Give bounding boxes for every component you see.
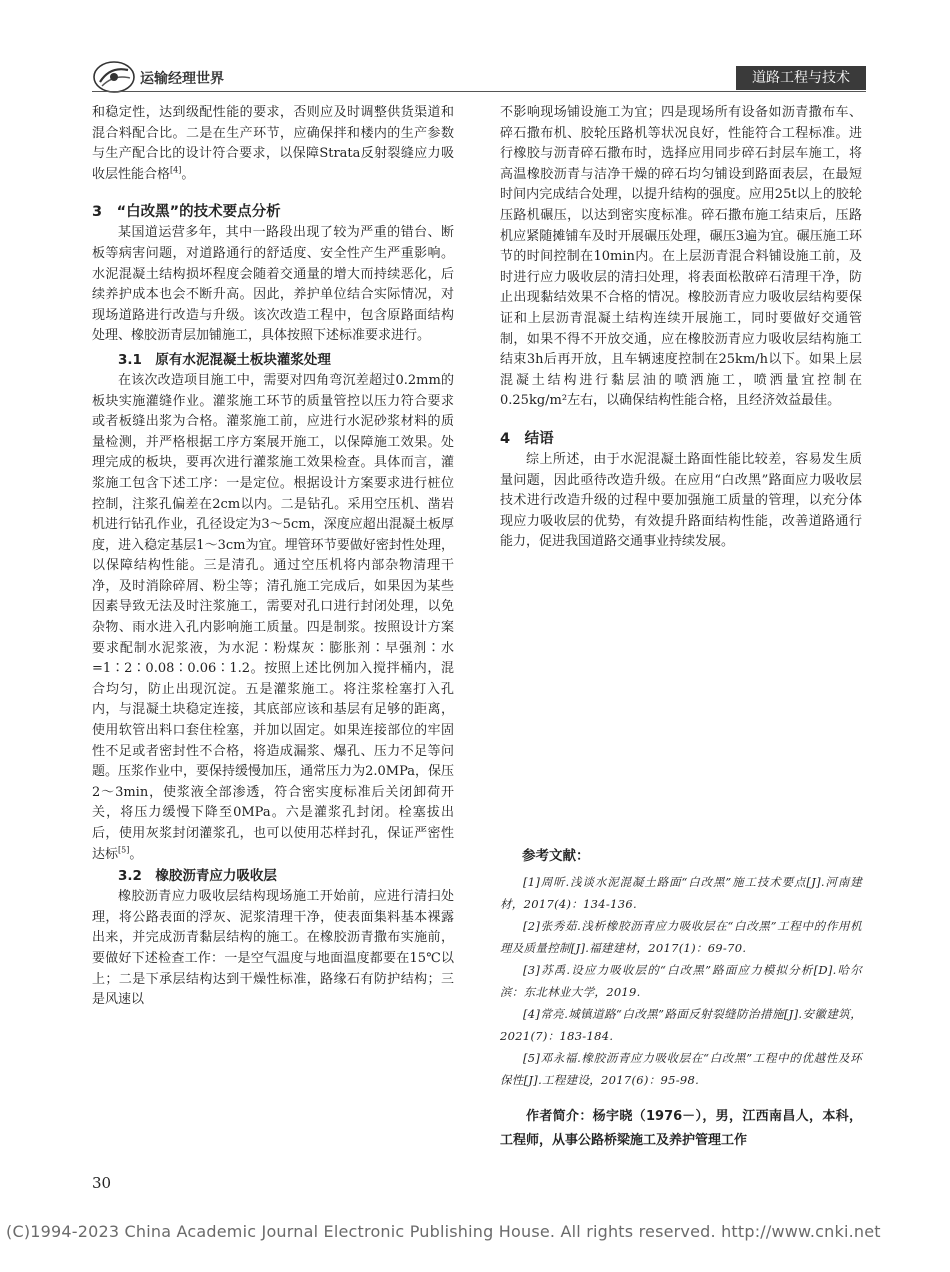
paragraph: 橡胶沥青应力吸收层结构现场施工开始前，应进行清扫处理，将公路表面的浮灰、泥浆清理干净，使表面集料基本裸露出来，并完成沥青黏层结构的施工。在橡胶沥青撒布实施前，要做好下述检查工作：一是空气温度与地面温度都要在15℃以上；二是下承层结构达到干燥性标准，路缘石有防护结构；三是风速以	[92, 889, 454, 1008]
journal-logo-icon	[92, 60, 138, 94]
paragraph: 不影响现场铺设施工为宜；四是现场所有设备如沥青撒布车、碎石撒布机、胶轮压路机等状况良好，性能符合工程标准。进行橡胶与沥青碎石撒布时，选择应用同步碎石封层车施工，将高温橡胶沥青与洁净干燥的碎石均匀铺设到路面表层，在最短时间内完成结合处理，以提升结构的强度。应用25t以上的胶轮压路机碾压，以达到密实度标准。碎石撒布施工结束后，压路机应紧随摊铺车及时开展碾压处理，碾压3遍为宜。碾压施工环节的时间控制在10min内。在上层沥青混合料铺设施工前，及时进行应力吸收层的清扫处理，将表面松散碎石清理干净，防止出现黏结效果不合格的情况。橡胶沥青应力吸收层结构要保证和上层沥青混凝土结构连续开展施工，同时要做好交通管制，如果不得不开放交通，应在橡胶沥青应力吸收层结构施工结束3h后再开放，且车辆速度控制在25km/h以下。如果上层混凝土结构进行黏层油的喷洒施工，喷洒量宜控制在0.25kg/m²左右，以确保结构性能合格，且经济效益最佳。	[500, 105, 862, 409]
references-section	[500, 845, 862, 1153]
paragraph	[92, 103, 454, 185]
reference-item: [1]周昕.浅谈水泥混凝土路面“白改黑”施工技术要点[J].河南建材，2017(4)：134-136.	[500, 875, 862, 911]
copyright-notice: (C)1994-2023 China Academic Journal Electronic Publishing House. All rights reserved. http://www.cnki.net	[6, 1222, 881, 1241]
section-heading-3-2: 3.2 橡胶沥青应力吸收层	[118, 868, 277, 885]
paragraph-end: 。	[181, 166, 195, 182]
section-heading-3: 3 “白改黑”的技术要点分析	[92, 204, 281, 221]
reference-item: [4]常亮.城镇道路“白改黑”路面反射裂缝防治措施[J].安徽建筑，2021(7)：183-184.	[500, 1007, 862, 1043]
page-header	[92, 60, 866, 94]
right-column	[500, 103, 862, 553]
citation: [5]	[118, 845, 130, 855]
header-divider	[92, 91, 866, 92]
paragraph-text: 在该次改造项目施工中，需要对四角弯沉差超过0.2mm的板块实施灌缝作业。灌浆施工环节的质量管控以压力符合要求或者板缝出浆为合格。灌浆施工前，应进行水泥砂浆材料的质量检测，并严格根据工序方案展开施工，以保障施工效果。处理完成的板块，要再次进行灌浆施工效果检查。具体而言，灌浆施工包含下述工序：一是定位。根据设计方案要求进行桩位控制，注浆孔偏差在2cm以内。二是钻孔。采用空压机、凿岩机进行钻孔作业，孔径设定为3～5cm，深度应超出混凝土板厚度，进入稳定基层1～3cm为宜。埋管环节要做好密封性处理，以保障结构性能。三是清孔。通过空压机将内部杂物清理干净，及时消除碎屑、粉尘等；清孔施工完成后，如果因为某些因素导致无法及时注浆施工，需要对孔口进行封闭处理，以免杂物、雨水进入孔内影响施工质量。四是制浆。按照设计方案要求配制水泥浆液，为水泥∶粉煤灰∶膨胀剂∶早强剂∶水=1∶2∶0.08∶0.06∶1.2。按照上述比例加入搅拌桶内，混合均匀，防止出现沉淀。五是灌浆施工。将注浆栓塞打入孔内，与混凝土块稳定连接，其底部应该和基层有足够的距离，使用软管出料口套住栓塞，并加以固定。如果连接部位的牢固性不足或者密封性不合格，将造成漏浆、爆孔、压力不足等问题。压浆作业中，要保持缓慢加压，通常压力为2.0MPa，保压2～3min，使浆液全部渗透，符合密实度标准后关闭卸荷开关，将压力缓慢下降至0MPa。六是灌浆孔封闭。栓塞拔出后，使用灰浆封闭灌浆孔，也可以使用芯样封孔，保证严密性达标	[92, 372, 454, 862]
section-heading-3-1: 3.1 原有水泥混凝土板块灌浆处理	[118, 351, 331, 368]
citation: [4]	[170, 165, 182, 175]
author-bio: 作者简介：杨宇晓（1976－），男，江西南昌人，本科，工程师，从事公路桥梁施工及养护管理工作	[500, 1109, 862, 1148]
paragraph	[92, 371, 454, 865]
reference-item: [5]邓永福.橡胶沥青应力吸收层在“白改黑”工程中的优越性及环保性[J].工程建设，2017(6)：95-98.	[500, 1051, 862, 1087]
reference-item: [3]苏禹.设应力吸收层的“白改黑”路面应力模拟分析[D].哈尔滨：东北林业大学，2019.	[500, 963, 862, 999]
journal-name: 运输经理世界	[140, 71, 224, 87]
left-column	[92, 103, 454, 1011]
section-heading-4: 4 结语	[500, 430, 554, 447]
references-title: 参考文献：	[522, 848, 590, 864]
page-number: 30	[92, 1174, 112, 1192]
reference-item: [2]张秀茹.浅析橡胶沥青应力吸收层在“白改黑”工程中的作用机理及质量控制[J].福建建材，2017(1)：69-70.	[500, 919, 862, 955]
paragraph-end: 。	[129, 846, 143, 862]
paragraph-text: 和稳定性，达到级配性能的要求，否则应及时调整供货渠道和混合料配合比。二是在生产环节，应确保拌和楼内的生产参数与生产配合比的设计符合要求，以保障Strata反射裂缝应力吸收层性能合格	[92, 105, 454, 182]
paragraph: 综上所述，由于水泥混凝土路面性能比较差，容易发生质量问题，因此亟待改造升级。在应用“白改黑”路面应力吸收层技术进行改造升级的过程中要加强施工质量的管理，以充分体现应力吸收层的优势，有效提升路面结构性能，改善道路通行能力，促进我国道路交通事业持续发展。	[500, 451, 862, 550]
column-tag: 道路工程与技术	[736, 66, 866, 90]
paragraph: 某国道运营多年，其中一路段出现了较为严重的错台、断板等病害问题，对道路通行的舒适度、安全性产生严重影响。水泥混凝土结构损坏程度会随着交通量的增大而持续恶化，后续养护成本也会不断升高。因此，养护单位结合实际情况，对现场道路进行改造与升级。该次改造工程中，包含原路面结构处理、橡胶沥青层加铺施工，具体按照下述标准要求进行。	[92, 225, 454, 344]
